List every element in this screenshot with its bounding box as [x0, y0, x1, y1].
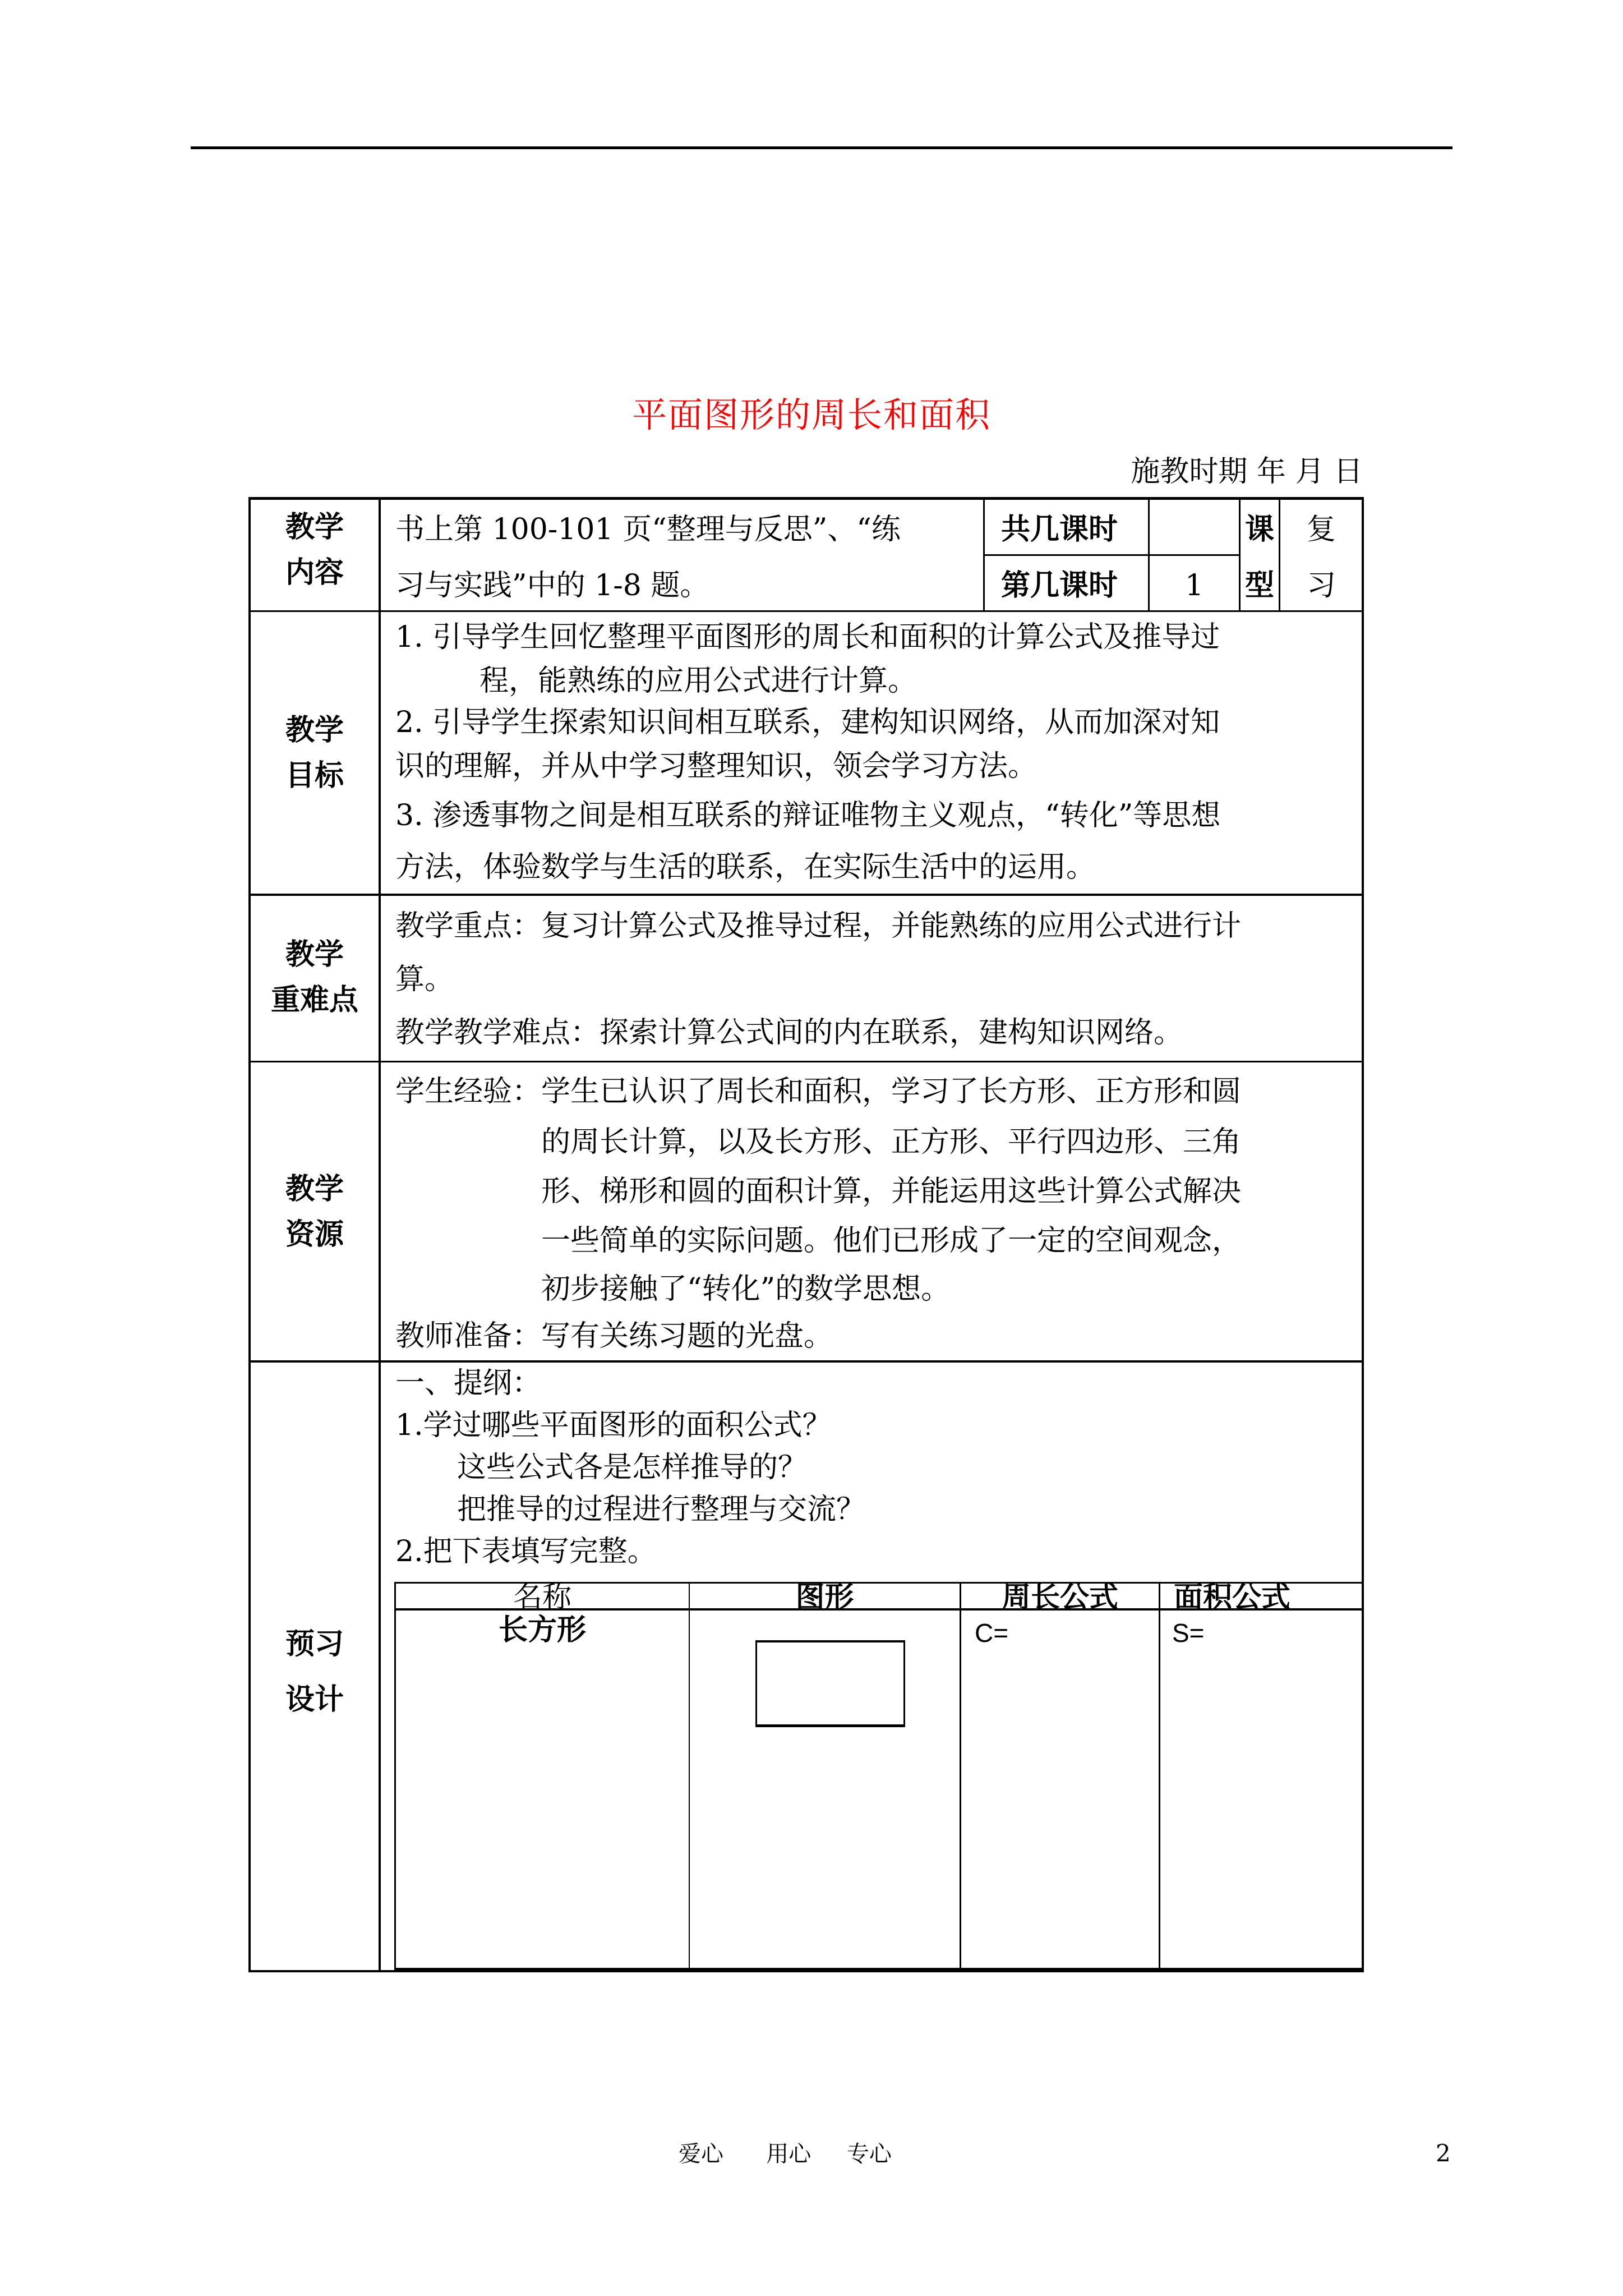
goal-line: 程，能熟练的应用公式进行计算。 [479, 664, 917, 698]
resource-line: 初步接触了“转化”的数学思想。 [541, 1272, 951, 1306]
label-line: 资源 [285, 1217, 344, 1251]
label-line: 目标 [285, 758, 344, 793]
teacher-prep-line: 教师准备：写有关练习题的光盘。 [395, 1319, 833, 1353]
lesson-type-value-char: 复 [1307, 513, 1336, 546]
header-name: 名称 [513, 1581, 571, 1614]
label-line: 内容 [285, 555, 344, 590]
label-line: 重难点 [270, 982, 358, 1017]
label-line: 教学 [285, 510, 344, 544]
resource-line: 学生经验：学生已认识了周长和面积，学习了长方形、正方形和圆 [395, 1075, 1242, 1108]
outline-heading: 一、提纲： [395, 1366, 542, 1400]
row-label-preview-design [251, 1617, 379, 1728]
rectangle-icon [755, 1640, 905, 1727]
label-line: 教学 [285, 937, 344, 972]
row-label-key-points [251, 932, 379, 1023]
goal-line: 3. 渗透事物之间是相互联系的辩证唯物主义观点，“转化”等思想 [395, 799, 1221, 832]
page-number: 2 [1436, 2139, 1451, 2167]
footer-motto: 爱心 用心 专心 [679, 2141, 892, 2167]
row-divider [248, 1360, 1364, 1363]
resource-line: 一些简单的实际问题。他们已形成了一定的空间观念， [541, 1224, 1242, 1258]
row-label-teaching-content [251, 505, 379, 595]
cell-divider [1279, 497, 1280, 611]
perimeter-formula[interactable]: C= [975, 1618, 1009, 1648]
goal-line: 2. 引导学生探索知识间相互联系，建构知识网络，从而加深对知 [395, 706, 1220, 739]
inner-col-divider [960, 1582, 961, 1970]
row-divider [248, 1061, 1364, 1062]
current-period-label: 第几课时 [1001, 568, 1118, 602]
table-right-border [1362, 497, 1364, 1972]
outline-item: 把推导的过程进行整理与交流？ [457, 1493, 866, 1526]
current-period-value: 1 [1184, 569, 1204, 602]
goal-line: 识的理解，并从中学习整理知识，领会学习方法。 [395, 749, 1038, 783]
inner-table-bottom-border [394, 1968, 1363, 1971]
resource-line: 的周长计算，以及长方形、正方形、平行四边形、三角 [541, 1125, 1242, 1159]
outline-item: 这些公式各是怎样推导的？ [457, 1451, 808, 1484]
table-top-border [248, 497, 1364, 500]
cell-divider [983, 554, 1241, 556]
inner-col-divider [1159, 1582, 1160, 1970]
row-divider [248, 894, 1364, 896]
lesson-type-label-char: 型 [1245, 568, 1275, 602]
content-text-line: 习与实践”中的 1-8 题。 [395, 569, 709, 602]
label-line: 教学 [285, 713, 344, 747]
key-point-line: 教学重点：复习计算公式及推导过程，并能熟练的应用公式进行计 [395, 909, 1242, 943]
header-area-formula: 面积公式 [1174, 1580, 1291, 1614]
header-perimeter-formula: 周长公式 [1001, 1580, 1118, 1614]
label-line: 预习 [285, 1627, 344, 1661]
header-shape: 图形 [795, 1580, 854, 1614]
outline-item: 1.学过哪些平面图形的面积公式？ [395, 1409, 832, 1442]
label-column-divider [379, 497, 381, 1972]
teaching-date-line: 施教时期 年 月 日 [1131, 455, 1363, 489]
total-periods-label: 共几课时 [1001, 512, 1118, 546]
content-text-line: 书上第 100-101 页“整理与反思”、“练 [395, 513, 901, 546]
difficult-point-line: 教学教学难点：探索计算公式间的内在联系，建构知识网络。 [395, 1016, 1183, 1050]
resource-line: 形、梯形和圆的面积计算，并能运用这些计算公式解决 [541, 1175, 1242, 1208]
row-label-teaching-goals [251, 708, 379, 798]
goal-line: 方法，体验数学与生活的联系，在实际生活中的运用。 [395, 850, 1096, 884]
label-line: 设计 [285, 1682, 344, 1717]
inner-col-divider [689, 1582, 690, 1970]
key-point-line: 算。 [395, 963, 454, 996]
shape-name: 长方形 [498, 1613, 586, 1647]
header-rule [191, 146, 1453, 149]
area-formula[interactable]: S= [1172, 1618, 1205, 1648]
outline-item: 2.把下表填写完整。 [395, 1535, 657, 1568]
row-label-teaching-resources [251, 1167, 379, 1257]
goal-line: 1. 引导学生回忆整理平面图形的周长和面积的计算公式及推导过 [395, 620, 1220, 654]
document-title: 平面图形的周长和面积 [631, 394, 991, 435]
lesson-type-label-char: 课 [1245, 512, 1275, 546]
label-line: 教学 [285, 1172, 344, 1206]
row-divider [248, 610, 1364, 612]
lesson-type-value-char: 习 [1307, 569, 1336, 602]
